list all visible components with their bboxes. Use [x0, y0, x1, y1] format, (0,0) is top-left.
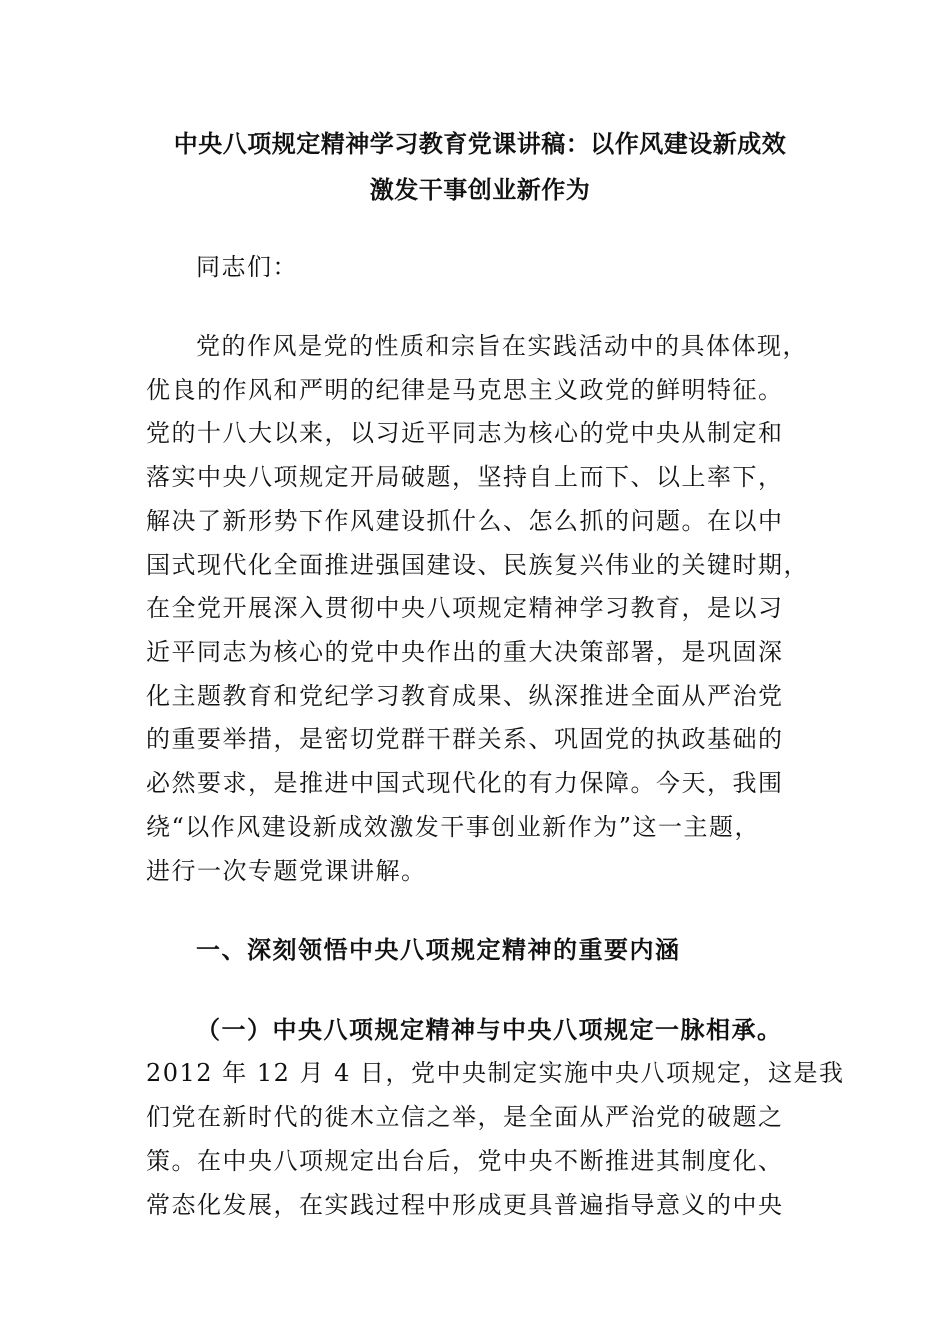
paragraph-line: 优良的作风和严明的纪律是马克思主义政党的鲜明特征。 — [146, 376, 784, 404]
paragraph-line: 们党在新时代的徙木立信之举，是全面从严治党的破题之 — [146, 1103, 784, 1131]
paragraph-line: 落实中央八项规定开局破题，坚持自上而下、以上率下， — [146, 463, 784, 491]
paragraph-line: 国式现代化全面推进强国建设、民族复兴伟业的关键时期， — [146, 551, 809, 579]
document-title-line-1: 中央八项规定精神学习教育党课讲稿：以作风建设新成效 — [173, 129, 787, 158]
paragraph-line: 党的作风是党的性质和宗旨在实践活动中的具体体现， — [196, 332, 808, 360]
paragraph-line: 解决了新形势下作风建设抓什么、怎么抓的问题。在以中 — [146, 507, 784, 535]
paragraph-line: 2012 年 12 月 4 日，党中央制定实施中央八项规定，这是我 — [146, 1059, 845, 1087]
paragraph-line: 必然要求，是推进中国式现代化的有力保障。今天，我围 — [146, 769, 784, 797]
paragraph-line: 党的十八大以来，以习近平同志为核心的党中央从制定和 — [146, 419, 784, 447]
section-heading: 一、深刻领悟中央八项规定精神的重要内涵 — [196, 935, 681, 964]
document-title-line-2: 激发干事创业新作为 — [369, 175, 591, 204]
paragraph-line: 在全党开展深入贯彻中央八项规定精神学习教育，是以习 — [146, 594, 784, 622]
paragraph-line: 近平同志为核心的党中央作出的重大决策部署，是巩固深 — [146, 638, 784, 666]
paragraph-line: 策。在中央八项规定出台后，党中央不断推进其制度化、 — [146, 1147, 784, 1175]
paragraph-line: 常态化发展，在实践过程中形成更具普遍指导意义的中央 — [146, 1191, 784, 1219]
paragraph-line: 化主题教育和党纪学习教育成果、纵深推进全面从严治党 — [146, 682, 784, 710]
paragraph-line: 的重要举措，是密切党群干群关系、巩固党的执政基础的 — [146, 725, 784, 753]
subsection-heading: （一）中央八项规定精神与中央八项规定一脉相承。 — [196, 1015, 783, 1044]
paragraph-line: 绕“以作风建设新成效激发干事创业新作为”这一主题， — [146, 813, 761, 841]
salutation: 同志们： — [196, 253, 298, 281]
paragraph-line: 进行一次专题党课讲解。 — [146, 857, 427, 885]
